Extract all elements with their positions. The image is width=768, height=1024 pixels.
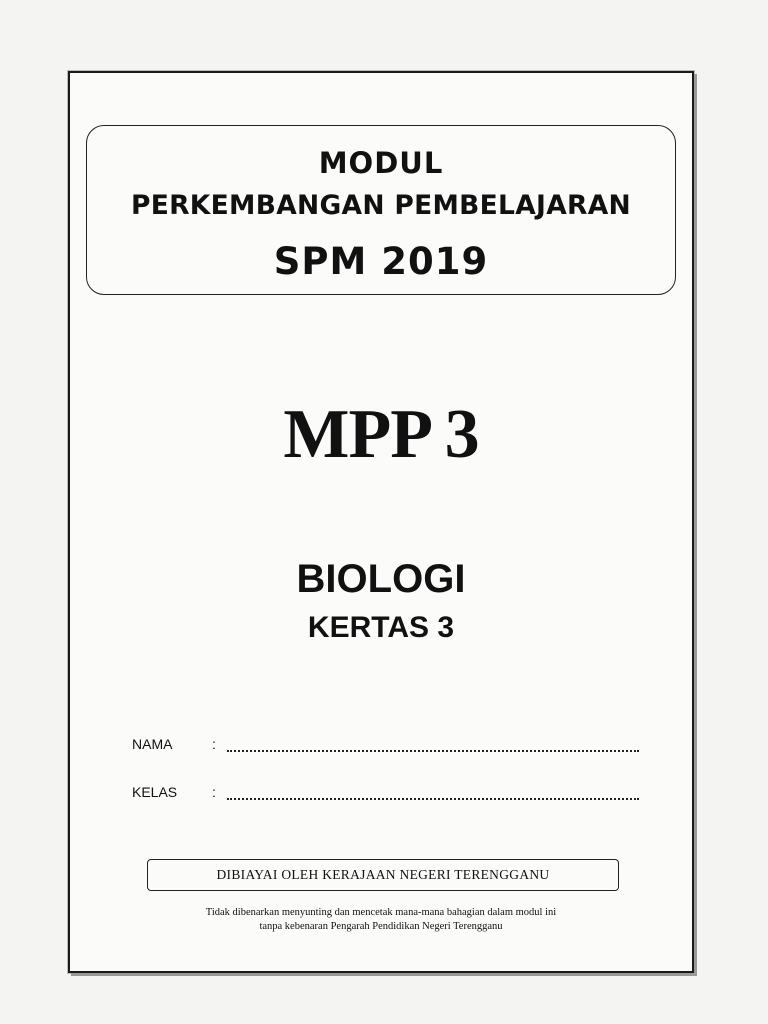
header-box (86, 125, 676, 295)
nama-label: NAMA (132, 736, 173, 752)
header-title-modul: MODUL (318, 146, 444, 180)
cover-page (68, 71, 694, 973)
paper-title: KERTAS 3 (307, 611, 455, 644)
header-title-perkembangan: PERKEMBANGAN PEMBELAJARAN (130, 190, 632, 221)
kelas-dotted-line (227, 798, 639, 800)
module-code: MPP 3 (283, 396, 479, 473)
kelas-colon: : (212, 784, 216, 800)
kelas-label: KELAS (132, 784, 178, 800)
funded-by-box: DIBIAYAI OLEH KERAJAAN NEGERI TERENGGANU (147, 859, 619, 891)
nama-colon: : (212, 736, 216, 752)
notice-line-1: Tidak dibenarkan menyunting dan mencetak mana-mana bahagian dalam modul ini (205, 907, 557, 918)
nama-dotted-line (227, 750, 639, 752)
copyright-notice (70, 906, 692, 934)
subject-title: BIOLOGI (296, 557, 466, 601)
notice-line-2: tanpa kebenaran Pengarah Pendidikan Negeri Terengganu (259, 921, 503, 932)
header-title-spm: SPM 2019 (273, 240, 489, 283)
